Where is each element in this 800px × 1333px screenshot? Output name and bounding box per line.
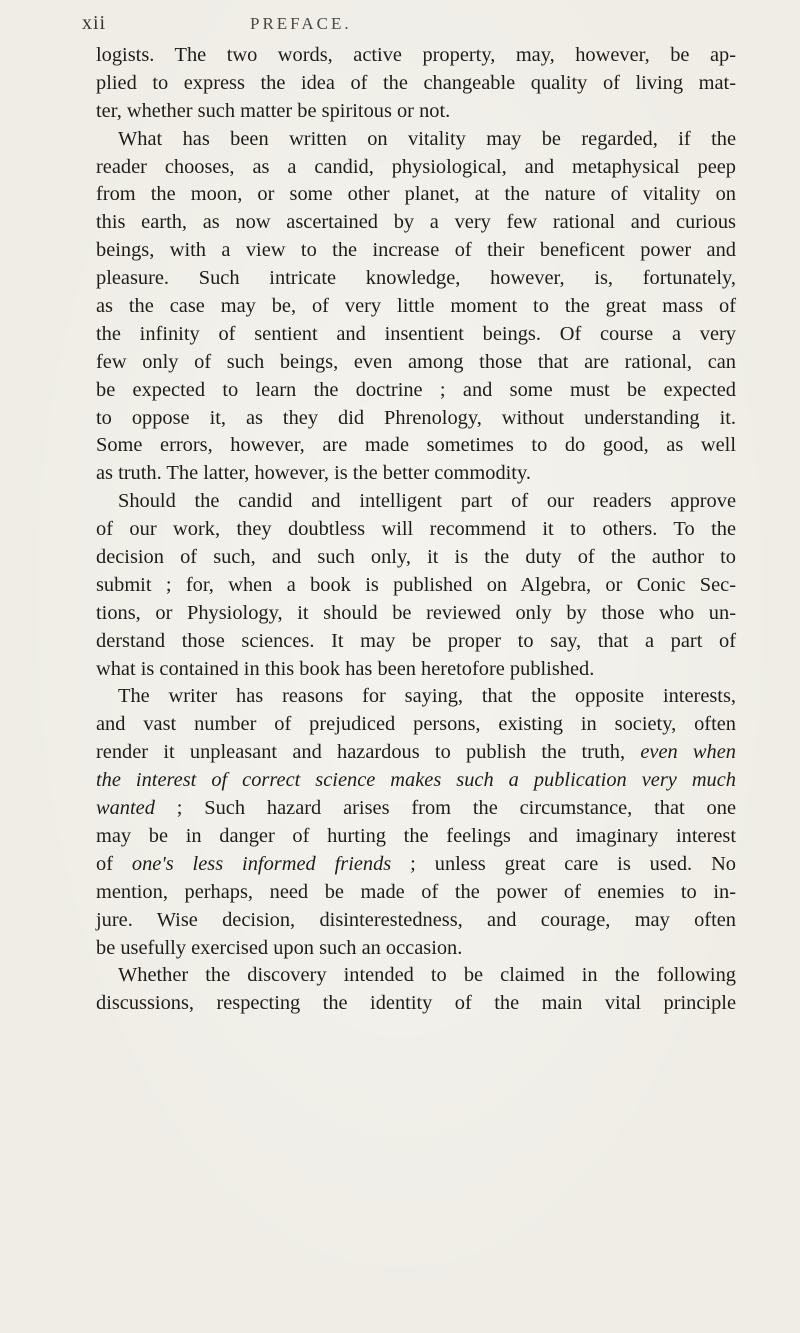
line-text: this earth, as now ascertained by a very few rational and curious bbox=[96, 211, 736, 234]
running-head bbox=[82, 8, 722, 40]
running-title: PREFACE. bbox=[250, 14, 352, 33]
text-line bbox=[96, 349, 736, 377]
text-line bbox=[96, 683, 736, 711]
line-text: pleasure. Such intricate knowledge, however, is, fortunately, bbox=[96, 267, 736, 290]
line-text: be expected to learn the doctrine ; and some must be expected bbox=[96, 378, 736, 401]
line-text: and vast number of prejudiced persons, existing in society, often bbox=[96, 713, 736, 736]
line-text: plied to express the idea of the changeable quality of living mat- bbox=[96, 71, 736, 94]
line-text: Whether the discovery intended to be claimed in the following bbox=[118, 964, 736, 987]
line-text: be usefully exercised upon such an occasion. bbox=[96, 936, 463, 959]
line-text: as truth. The latter, however, is the better commodity. bbox=[96, 462, 531, 485]
text-line bbox=[96, 70, 736, 98]
line-text: The writer has reasons for saying, that the opposite interests, bbox=[118, 685, 736, 708]
text-line bbox=[96, 739, 736, 767]
line-text: mention, perhaps, need be made of the power of enemies to in- bbox=[96, 880, 736, 903]
line-text: logists. The two words, active property, may, however, be ap- bbox=[96, 44, 736, 66]
text-line bbox=[96, 181, 736, 209]
text-line bbox=[96, 237, 736, 265]
text-line bbox=[96, 711, 736, 739]
text-line bbox=[96, 488, 736, 516]
line-text: Should the candid and intelligent part of our readers approve bbox=[118, 490, 736, 513]
text-line bbox=[96, 377, 736, 405]
line-text: decision of such, and such only, it is the duty of the author to bbox=[96, 546, 736, 569]
line-text: ter, whether such matter be spiritous or not. bbox=[96, 99, 451, 122]
italic-text: wanted bbox=[96, 797, 155, 820]
line-text: may be in danger of hurting the feelings and imaginary interest bbox=[96, 824, 736, 847]
line-text: jure. Wise decision, disinterestedness, and courage, may often bbox=[96, 908, 736, 931]
text-line bbox=[96, 405, 736, 433]
text-line bbox=[96, 293, 736, 321]
line-text: reader chooses, as a candid, physiological, and metaphysical peep bbox=[96, 155, 736, 178]
page-number: xii bbox=[82, 12, 107, 34]
line-text: render it unpleasant and hazardous to publish the truth, bbox=[96, 741, 641, 764]
text-line bbox=[96, 767, 736, 795]
text-line bbox=[96, 990, 736, 1018]
text-line bbox=[96, 823, 736, 851]
text-line bbox=[96, 154, 736, 182]
text-line bbox=[96, 432, 736, 460]
text-line bbox=[96, 126, 736, 154]
text-line bbox=[96, 907, 736, 935]
text-line bbox=[96, 98, 736, 126]
line-text: as the case may be, of very little moment to the great mass of bbox=[96, 295, 736, 318]
text-line bbox=[96, 656, 736, 684]
text-line bbox=[96, 600, 736, 628]
line-text: from the moon, or some other planet, at the nature of vitality on bbox=[96, 183, 736, 206]
line-text: what is contained in this book has been heretofore published. bbox=[96, 657, 595, 680]
line-text: tions, or Physiology, it should be reviewed only by those who un- bbox=[96, 601, 736, 624]
text-line bbox=[96, 628, 736, 656]
line-text: Some errors, however, are made sometimes to do good, as well bbox=[96, 434, 736, 457]
line-text: beings, with a view to the increase of their beneficent power and bbox=[96, 239, 736, 262]
line-text: derstand those sciences. It may be proper to say, that a part of bbox=[96, 629, 736, 652]
line-text: to oppose it, as they did Phrenology, without understanding it. bbox=[96, 406, 736, 429]
text-line bbox=[96, 544, 736, 572]
line-text: What has been written on vitality may be regarded, if the bbox=[118, 127, 736, 150]
italic-text: one's less informed friends bbox=[131, 852, 392, 875]
italic-text: even when bbox=[640, 741, 736, 764]
text-line bbox=[96, 209, 736, 237]
italic-text: the interest of correct science makes such a publication very much bbox=[96, 769, 736, 792]
line-text: ; unless great care is used. No bbox=[391, 852, 736, 875]
text-line bbox=[96, 795, 736, 823]
text-line bbox=[96, 42, 736, 70]
text-line bbox=[96, 962, 736, 990]
line-text: discussions, respecting the identity of the main vital principle bbox=[96, 992, 736, 1015]
line-text: few only of such beings, even among those that are rational, can bbox=[96, 350, 736, 373]
body-text bbox=[96, 42, 736, 1018]
text-line bbox=[96, 321, 736, 349]
text-line bbox=[96, 516, 736, 544]
line-text: of our work, they doubtless will recommend it to others. To the bbox=[96, 518, 736, 541]
line-text: submit ; for, when a book is published on Algebra, or Conic Sec- bbox=[96, 573, 736, 596]
text-line bbox=[96, 572, 736, 600]
text-line bbox=[96, 935, 736, 963]
line-text: ; Such hazard arises from the circumstance, that one bbox=[154, 797, 736, 820]
text-line bbox=[96, 265, 736, 293]
line-text: of bbox=[96, 852, 132, 875]
text-line bbox=[96, 879, 736, 907]
text-line bbox=[96, 460, 736, 488]
line-text: the infinity of sentient and insentient beings. Of course a very bbox=[96, 322, 736, 345]
text-line bbox=[96, 851, 736, 879]
